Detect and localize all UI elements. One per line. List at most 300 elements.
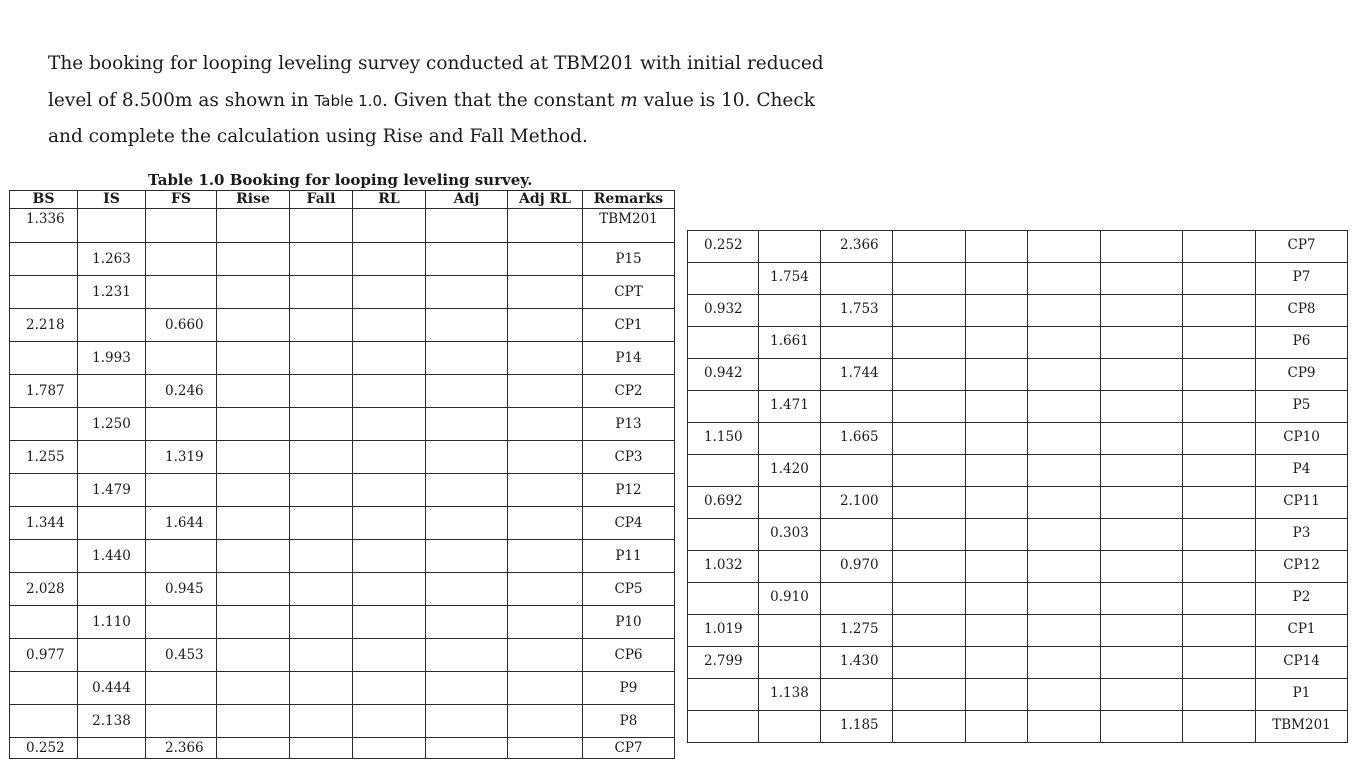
table-row bbox=[10, 243, 675, 276]
table-header-row bbox=[10, 191, 675, 209]
cell-adj bbox=[1101, 423, 1183, 455]
table-row bbox=[688, 679, 1348, 711]
cell-fs bbox=[821, 455, 893, 487]
cell-rl bbox=[353, 276, 426, 309]
cell-fall bbox=[290, 375, 353, 408]
cell-fs bbox=[146, 540, 217, 573]
cell-fs: 0.246 bbox=[146, 375, 217, 408]
cell-rise bbox=[217, 441, 290, 474]
cell-remarks: CP5 bbox=[583, 573, 675, 606]
cell-bs bbox=[688, 391, 759, 423]
cell-is bbox=[759, 231, 821, 263]
cell-is bbox=[759, 647, 821, 679]
cell-is: 1.263 bbox=[78, 243, 146, 276]
table-row bbox=[688, 647, 1348, 679]
cell-rl bbox=[1028, 551, 1101, 583]
cell-adj bbox=[1101, 455, 1183, 487]
cell-fs: 0.660 bbox=[146, 309, 217, 342]
cell-rise bbox=[217, 309, 290, 342]
cell-fall bbox=[966, 359, 1028, 391]
cell-adj bbox=[426, 738, 508, 759]
cell-rise bbox=[893, 359, 966, 391]
question-line-3: and complete the calculation using Rise and Fall Method. bbox=[48, 126, 588, 147]
cell-is: 1.479 bbox=[78, 474, 146, 507]
question-line-2-part-1: level of 8.500m as shown in bbox=[48, 89, 315, 111]
table-row bbox=[688, 423, 1348, 455]
cell-fs bbox=[821, 327, 893, 359]
cell-is: 1.993 bbox=[78, 342, 146, 375]
cell-fall bbox=[290, 342, 353, 375]
cell-fall bbox=[290, 243, 353, 276]
cell-fall bbox=[290, 738, 353, 759]
cell-adj bbox=[1101, 487, 1183, 519]
cell-fs bbox=[146, 474, 217, 507]
table-body-left bbox=[10, 209, 675, 759]
cell-rl bbox=[1028, 263, 1101, 295]
cell-bs bbox=[688, 263, 759, 295]
cell-rise bbox=[217, 243, 290, 276]
cell-remarks: P11 bbox=[583, 540, 675, 573]
cell-adj bbox=[426, 606, 508, 639]
cell-remarks: P10 bbox=[583, 606, 675, 639]
cell-bs: 1.255 bbox=[10, 441, 78, 474]
cell-rise bbox=[893, 679, 966, 711]
cell-is bbox=[78, 639, 146, 672]
cell-is bbox=[759, 359, 821, 391]
table-row bbox=[688, 711, 1348, 743]
cell-bs bbox=[10, 474, 78, 507]
cell-rl bbox=[353, 441, 426, 474]
cell-remarks: CP8 bbox=[1256, 295, 1348, 327]
cell-remarks: P6 bbox=[1256, 327, 1348, 359]
cell-adj-rl bbox=[508, 342, 583, 375]
cell-bs: 2.218 bbox=[10, 309, 78, 342]
cell-fall bbox=[966, 455, 1028, 487]
cell-rise bbox=[893, 455, 966, 487]
cell-fall bbox=[966, 647, 1028, 679]
cell-remarks: CP1 bbox=[1256, 615, 1348, 647]
cell-bs bbox=[10, 408, 78, 441]
cell-fall bbox=[966, 711, 1028, 743]
cell-is: 0.303 bbox=[759, 519, 821, 551]
cell-rise bbox=[217, 375, 290, 408]
cell-fs bbox=[821, 263, 893, 295]
cell-remarks: CP4 bbox=[583, 507, 675, 540]
cell-bs: 1.787 bbox=[10, 375, 78, 408]
cell-adj-rl bbox=[508, 507, 583, 540]
cell-is bbox=[78, 209, 146, 243]
cell-rl bbox=[353, 375, 426, 408]
table-row bbox=[10, 441, 675, 474]
cell-rl bbox=[1028, 679, 1101, 711]
table-row bbox=[10, 639, 675, 672]
header-adj: Adj bbox=[426, 191, 508, 209]
cell-fs bbox=[821, 391, 893, 423]
cell-remarks: CP1 bbox=[583, 309, 675, 342]
cell-rise bbox=[893, 647, 966, 679]
cell-rl bbox=[1028, 647, 1101, 679]
question-line-2-part-3: value is 10. Check bbox=[637, 89, 815, 111]
cell-adj bbox=[426, 309, 508, 342]
header-rl: RL bbox=[353, 191, 426, 209]
cell-bs: 1.019 bbox=[688, 615, 759, 647]
cell-remarks: CP14 bbox=[1256, 647, 1348, 679]
cell-remarks: P12 bbox=[583, 474, 675, 507]
cell-adj bbox=[426, 639, 508, 672]
cell-rl bbox=[353, 672, 426, 705]
header-fs: FS bbox=[146, 191, 217, 209]
table-reference: Table 1.0 bbox=[314, 91, 383, 110]
cell-rl bbox=[1028, 711, 1101, 743]
cell-bs: 0.977 bbox=[10, 639, 78, 672]
table-row bbox=[688, 615, 1348, 647]
question-line-1: The booking for looping leveling survey conducted at TBM201 with initial reduced bbox=[48, 53, 824, 74]
cell-fall bbox=[290, 276, 353, 309]
question-line-2-part-2: . Given that the constant bbox=[382, 89, 621, 111]
cell-adj bbox=[426, 474, 508, 507]
cell-rl bbox=[353, 474, 426, 507]
cell-fs: 0.945 bbox=[146, 573, 217, 606]
cell-is: 1.754 bbox=[759, 263, 821, 295]
cell-is: 1.440 bbox=[78, 540, 146, 573]
cell-rl bbox=[353, 573, 426, 606]
table-row bbox=[688, 327, 1348, 359]
cell-fs: 1.185 bbox=[821, 711, 893, 743]
cell-remarks: CPT bbox=[583, 276, 675, 309]
cell-fall bbox=[966, 423, 1028, 455]
cell-bs bbox=[10, 243, 78, 276]
cell-adj bbox=[426, 342, 508, 375]
table-row bbox=[10, 209, 675, 243]
cell-fall bbox=[966, 263, 1028, 295]
cell-bs bbox=[10, 606, 78, 639]
cell-fall bbox=[966, 231, 1028, 263]
cell-adj-rl bbox=[508, 540, 583, 573]
cell-rise bbox=[893, 519, 966, 551]
cell-rl bbox=[353, 309, 426, 342]
cell-rise bbox=[893, 423, 966, 455]
cell-rl bbox=[353, 342, 426, 375]
table-row bbox=[688, 391, 1348, 423]
cell-rise bbox=[217, 705, 290, 738]
cell-fs bbox=[821, 519, 893, 551]
cell-bs bbox=[688, 455, 759, 487]
cell-remarks: P9 bbox=[583, 672, 675, 705]
cell-adj-rl bbox=[1183, 455, 1256, 487]
leveling-table-right bbox=[687, 230, 1348, 743]
cell-fall bbox=[290, 408, 353, 441]
cell-bs bbox=[688, 583, 759, 615]
cell-rise bbox=[217, 408, 290, 441]
table-row bbox=[688, 231, 1348, 263]
cell-rise bbox=[893, 231, 966, 263]
cell-adj-rl bbox=[508, 408, 583, 441]
cell-remarks: TBM201 bbox=[583, 209, 675, 243]
table-row bbox=[10, 342, 675, 375]
cell-adj bbox=[426, 705, 508, 738]
cell-rl bbox=[353, 738, 426, 759]
cell-is bbox=[78, 375, 146, 408]
cell-rise bbox=[217, 474, 290, 507]
cell-rl bbox=[353, 639, 426, 672]
cell-adj bbox=[1101, 391, 1183, 423]
cell-fs: 1.319 bbox=[146, 441, 217, 474]
cell-fs: 1.644 bbox=[146, 507, 217, 540]
question-text bbox=[48, 50, 848, 160]
leveling-table-left bbox=[9, 190, 675, 759]
cell-rl bbox=[353, 209, 426, 243]
cell-is bbox=[78, 507, 146, 540]
cell-bs: 1.150 bbox=[688, 423, 759, 455]
cell-adj-rl bbox=[508, 474, 583, 507]
table-row bbox=[10, 738, 675, 759]
cell-fall bbox=[966, 391, 1028, 423]
cell-remarks: CP10 bbox=[1256, 423, 1348, 455]
cell-remarks: CP12 bbox=[1256, 551, 1348, 583]
cell-adj bbox=[426, 672, 508, 705]
constant-symbol: m bbox=[620, 89, 638, 111]
cell-adj bbox=[426, 276, 508, 309]
cell-fs bbox=[146, 672, 217, 705]
cell-adj-rl bbox=[1183, 391, 1256, 423]
cell-remarks: CP2 bbox=[583, 375, 675, 408]
cell-adj-rl bbox=[508, 705, 583, 738]
cell-fs bbox=[146, 276, 217, 309]
cell-adj bbox=[426, 209, 508, 243]
table-row bbox=[10, 705, 675, 738]
table-row bbox=[688, 583, 1348, 615]
table-row bbox=[688, 519, 1348, 551]
cell-fs: 1.275 bbox=[821, 615, 893, 647]
cell-rl bbox=[353, 705, 426, 738]
cell-fs: 2.100 bbox=[821, 487, 893, 519]
cell-is bbox=[759, 711, 821, 743]
cell-adj-rl bbox=[1183, 615, 1256, 647]
cell-rl bbox=[1028, 423, 1101, 455]
cell-rise bbox=[217, 540, 290, 573]
cell-fall bbox=[966, 295, 1028, 327]
table-row bbox=[10, 408, 675, 441]
cell-rl bbox=[1028, 359, 1101, 391]
cell-remarks: P7 bbox=[1256, 263, 1348, 295]
table-row bbox=[10, 507, 675, 540]
cell-bs bbox=[688, 519, 759, 551]
cell-is: 2.138 bbox=[78, 705, 146, 738]
cell-bs bbox=[10, 705, 78, 738]
cell-fall bbox=[290, 606, 353, 639]
cell-rl bbox=[353, 243, 426, 276]
cell-adj-rl bbox=[1183, 711, 1256, 743]
cell-remarks: CP9 bbox=[1256, 359, 1348, 391]
cell-bs bbox=[10, 342, 78, 375]
cell-rise bbox=[893, 295, 966, 327]
cell-rise bbox=[217, 209, 290, 243]
cell-is: 1.471 bbox=[759, 391, 821, 423]
cell-adj-rl bbox=[508, 606, 583, 639]
cell-rl bbox=[1028, 391, 1101, 423]
cell-bs: 2.028 bbox=[10, 573, 78, 606]
cell-remarks: CP3 bbox=[583, 441, 675, 474]
cell-fs bbox=[146, 209, 217, 243]
cell-remarks: P5 bbox=[1256, 391, 1348, 423]
cell-fall bbox=[290, 672, 353, 705]
cell-bs bbox=[10, 540, 78, 573]
cell-adj-rl bbox=[508, 639, 583, 672]
cell-adj-rl bbox=[508, 672, 583, 705]
table-row bbox=[10, 540, 675, 573]
cell-is bbox=[78, 309, 146, 342]
table-row bbox=[10, 276, 675, 309]
cell-fs: 0.970 bbox=[821, 551, 893, 583]
cell-bs bbox=[10, 672, 78, 705]
cell-is: 1.231 bbox=[78, 276, 146, 309]
cell-fs bbox=[821, 679, 893, 711]
cell-rl bbox=[1028, 231, 1101, 263]
cell-adj bbox=[1101, 263, 1183, 295]
cell-bs bbox=[688, 327, 759, 359]
cell-remarks: P3 bbox=[1256, 519, 1348, 551]
cell-fall bbox=[290, 441, 353, 474]
cell-bs bbox=[688, 679, 759, 711]
cell-adj-rl bbox=[1183, 327, 1256, 359]
cell-bs: 0.932 bbox=[688, 295, 759, 327]
cell-adj-rl bbox=[508, 738, 583, 759]
cell-rise bbox=[217, 276, 290, 309]
cell-bs bbox=[10, 276, 78, 309]
cell-bs: 2.799 bbox=[688, 647, 759, 679]
cell-adj-rl bbox=[508, 441, 583, 474]
cell-fall bbox=[290, 474, 353, 507]
table-row bbox=[10, 375, 675, 408]
cell-is: 0.910 bbox=[759, 583, 821, 615]
cell-adj-rl bbox=[1183, 263, 1256, 295]
cell-rise bbox=[893, 583, 966, 615]
cell-adj bbox=[426, 540, 508, 573]
cell-rise bbox=[893, 391, 966, 423]
header-is: IS bbox=[78, 191, 146, 209]
cell-bs: 0.942 bbox=[688, 359, 759, 391]
cell-adj-rl bbox=[1183, 519, 1256, 551]
cell-bs: 0.692 bbox=[688, 487, 759, 519]
cell-rl bbox=[1028, 487, 1101, 519]
cell-adj bbox=[1101, 295, 1183, 327]
cell-adj-rl bbox=[1183, 487, 1256, 519]
cell-bs: 0.252 bbox=[688, 231, 759, 263]
cell-adj-rl bbox=[1183, 295, 1256, 327]
cell-adj bbox=[426, 408, 508, 441]
cell-fall bbox=[966, 327, 1028, 359]
header-rise: Rise bbox=[217, 191, 290, 209]
cell-adj-rl bbox=[1183, 231, 1256, 263]
cell-fall bbox=[966, 679, 1028, 711]
cell-rise bbox=[893, 263, 966, 295]
cell-adj bbox=[1101, 551, 1183, 583]
cell-fs bbox=[821, 583, 893, 615]
table-row bbox=[10, 474, 675, 507]
cell-bs: 0.252 bbox=[10, 738, 78, 759]
cell-is: 1.661 bbox=[759, 327, 821, 359]
cell-fs: 2.366 bbox=[821, 231, 893, 263]
cell-fs: 1.744 bbox=[821, 359, 893, 391]
cell-bs bbox=[688, 711, 759, 743]
cell-adj-rl bbox=[508, 276, 583, 309]
cell-rise bbox=[893, 487, 966, 519]
cell-fs: 0.453 bbox=[146, 639, 217, 672]
cell-remarks: TBM201 bbox=[1256, 711, 1348, 743]
cell-remarks: P13 bbox=[583, 408, 675, 441]
cell-is bbox=[759, 487, 821, 519]
cell-is bbox=[78, 441, 146, 474]
cell-fs bbox=[146, 705, 217, 738]
header-bs: BS bbox=[10, 191, 78, 209]
cell-fall bbox=[290, 639, 353, 672]
table-row bbox=[688, 455, 1348, 487]
table-row bbox=[688, 263, 1348, 295]
table-row bbox=[10, 606, 675, 639]
cell-adj-rl bbox=[1183, 647, 1256, 679]
cell-fall bbox=[290, 573, 353, 606]
cell-fall bbox=[290, 540, 353, 573]
cell-fall bbox=[966, 487, 1028, 519]
cell-rise bbox=[217, 639, 290, 672]
header-fall: Fall bbox=[290, 191, 353, 209]
cell-bs: 1.344 bbox=[10, 507, 78, 540]
cell-is: 1.420 bbox=[759, 455, 821, 487]
cell-adj bbox=[426, 441, 508, 474]
cell-remarks: CP7 bbox=[1256, 231, 1348, 263]
cell-fs: 1.753 bbox=[821, 295, 893, 327]
cell-remarks: P14 bbox=[583, 342, 675, 375]
cell-remarks: CP6 bbox=[583, 639, 675, 672]
cell-bs: 1.336 bbox=[10, 209, 78, 243]
cell-adj bbox=[426, 507, 508, 540]
cell-fall bbox=[290, 507, 353, 540]
cell-adj bbox=[1101, 583, 1183, 615]
cell-is bbox=[759, 615, 821, 647]
cell-is bbox=[78, 573, 146, 606]
cell-rl bbox=[1028, 455, 1101, 487]
cell-adj-rl bbox=[508, 375, 583, 408]
cell-fs bbox=[146, 342, 217, 375]
cell-adj-rl bbox=[1183, 359, 1256, 391]
table-body-right bbox=[688, 231, 1348, 743]
cell-adj-rl bbox=[1183, 583, 1256, 615]
cell-adj-rl bbox=[508, 209, 583, 243]
table-row bbox=[688, 551, 1348, 583]
cell-fs bbox=[146, 243, 217, 276]
cell-is: 0.444 bbox=[78, 672, 146, 705]
cell-fs bbox=[146, 606, 217, 639]
cell-rl bbox=[1028, 295, 1101, 327]
cell-adj bbox=[1101, 679, 1183, 711]
header-remarks: Remarks bbox=[583, 191, 675, 209]
cell-adj-rl bbox=[1183, 679, 1256, 711]
cell-fall bbox=[966, 615, 1028, 647]
cell-bs: 1.032 bbox=[688, 551, 759, 583]
cell-rl bbox=[1028, 519, 1101, 551]
cell-fall bbox=[966, 583, 1028, 615]
cell-rl bbox=[1028, 615, 1101, 647]
cell-is bbox=[759, 423, 821, 455]
cell-fall bbox=[966, 519, 1028, 551]
cell-rise bbox=[893, 551, 966, 583]
cell-adj bbox=[1101, 359, 1183, 391]
cell-adj-rl bbox=[1183, 423, 1256, 455]
cell-rl bbox=[353, 606, 426, 639]
cell-remarks: P2 bbox=[1256, 583, 1348, 615]
cell-adj bbox=[426, 243, 508, 276]
cell-adj-rl bbox=[1183, 551, 1256, 583]
